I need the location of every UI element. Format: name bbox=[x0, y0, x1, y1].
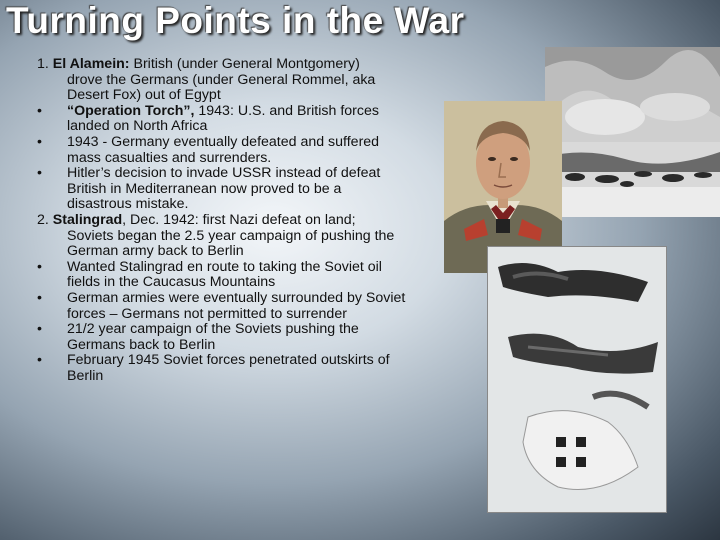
bullet-marker: • bbox=[37, 133, 42, 150]
slide-title: Turning Points in the War bbox=[6, 0, 465, 41]
bullet-item bbox=[37, 104, 409, 135]
bullet-marker: • bbox=[37, 352, 42, 369]
bullet-marker: • bbox=[37, 321, 42, 338]
section-heading-line bbox=[37, 213, 409, 229]
stalingrad-photo bbox=[487, 246, 667, 513]
bullet-item bbox=[37, 353, 409, 384]
bullet-bold-text: “Operation Torch”, bbox=[67, 102, 195, 119]
section-text-rest: Soviets began the 2.5 year campaign of pushing the German army back to Berlin bbox=[67, 227, 395, 260]
bullet-item bbox=[37, 135, 409, 166]
section-text-first: British (under General Montgomery) bbox=[129, 56, 360, 72]
bullet-text: Wanted Stalingrad en route to taking the Soviet oil fields in the Caucasus Mountains bbox=[67, 258, 382, 291]
bullet-text: German armies were eventually surrounded by Soviet forces – Germans not permitted to surrender bbox=[67, 289, 406, 322]
section-heading: El Alamein: bbox=[52, 56, 130, 72]
bullet-text: 1943: U.S. and British forces landed on North Africa bbox=[67, 102, 379, 135]
bullet-text: Hitler’s decision to invade USSR instead of defeat British in Mediterranean now proved to be a disastrous mistake. bbox=[67, 165, 381, 213]
bullet-item bbox=[37, 291, 409, 322]
section-heading: Stalingrad bbox=[52, 211, 123, 228]
slide-body bbox=[37, 57, 409, 384]
bullet-text: 1943 - Germany eventually defeated and suffered mass casualties and surrenders. bbox=[67, 133, 380, 166]
section-text-rest: drove the Germans (under General Rommel, aka Desert Fox) out of Egypt bbox=[67, 71, 376, 104]
section-heading-line bbox=[37, 57, 409, 73]
section-stalingrad bbox=[37, 213, 409, 385]
bullet-marker: • bbox=[37, 289, 42, 306]
bullet-marker: • bbox=[37, 102, 42, 119]
section-number: 2. bbox=[37, 211, 49, 228]
bullet-marker: • bbox=[37, 165, 42, 182]
bullet-marker: • bbox=[37, 258, 42, 275]
bullet-item bbox=[37, 322, 409, 353]
section-text-first: , Dec. 1942: first Nazi defeat on land; bbox=[122, 211, 356, 228]
section-number: 1. bbox=[37, 56, 49, 72]
bullet-item bbox=[37, 260, 409, 291]
bullet-item bbox=[37, 166, 409, 213]
bullet-text: February 1945 Soviet forces penetrated outskirts of Berlin bbox=[67, 352, 390, 384]
section-el-alamein bbox=[37, 57, 409, 213]
desert-battle-photo bbox=[545, 47, 720, 217]
bullet-text: 21/2 year campaign of the Soviets pushing the Germans back to Berlin bbox=[67, 321, 359, 353]
